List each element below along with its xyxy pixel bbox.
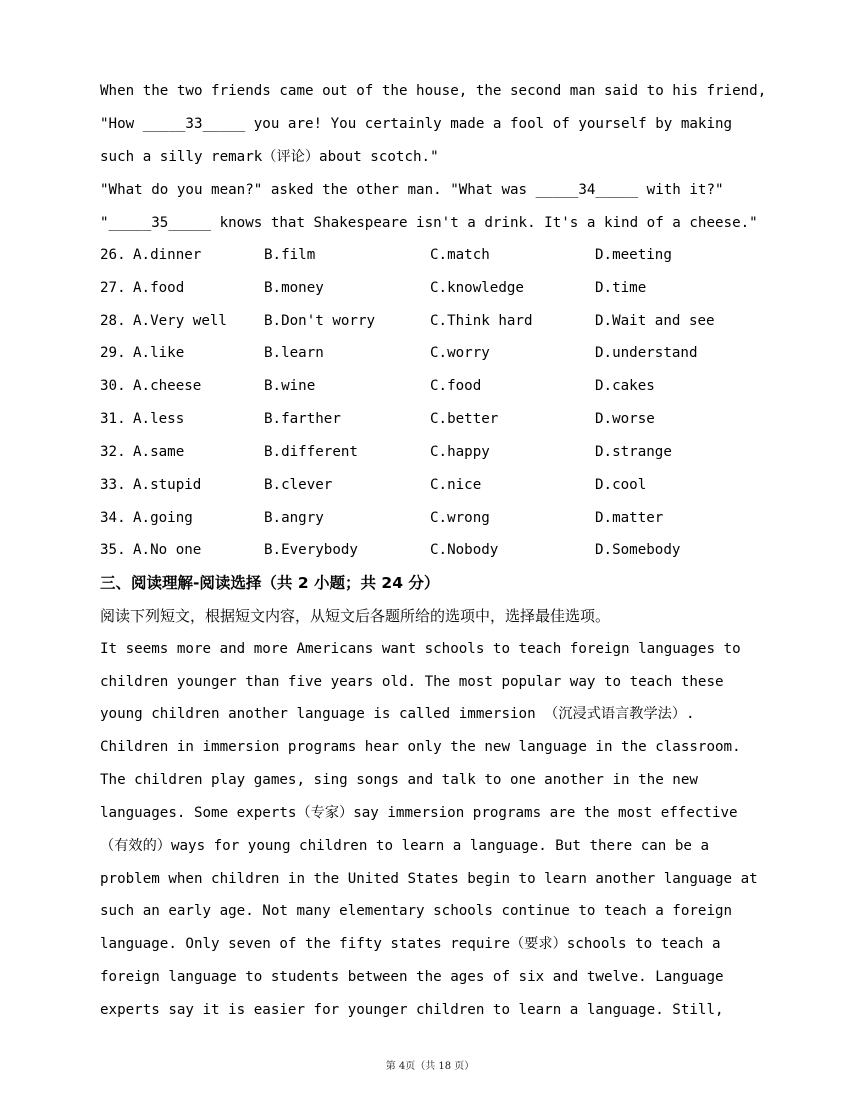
story-line: "How _____33_____ you are! You certainly made a fool of yourself by making: [100, 116, 733, 132]
question-number: 33.: [100, 477, 126, 493]
option-c: C.nice: [430, 477, 482, 493]
option-b: B.wine: [264, 378, 316, 394]
option-a: A.cheese: [133, 378, 202, 394]
passage-line: experts say it is easier for younger children to learn a language. Still,: [100, 1002, 724, 1018]
option-c: C.food: [430, 378, 482, 394]
passage-line: children younger than five years old. The most popular way to teach these: [100, 674, 724, 690]
option-row: [100, 343, 780, 363]
question-number: 26.: [100, 247, 126, 263]
option-b: B.farther: [264, 411, 341, 427]
option-b: B.Everybody: [264, 542, 358, 558]
option-d: D.worse: [595, 411, 655, 427]
option-row: [100, 245, 780, 265]
question-number: 34.: [100, 510, 126, 526]
option-d: D.cakes: [595, 378, 655, 394]
story-line: When the two friends came out of the house, the second man said to his friend,: [100, 83, 767, 99]
option-d: D.Somebody: [595, 542, 681, 558]
option-b: B.learn: [264, 345, 324, 361]
option-d: D.strange: [595, 444, 672, 460]
option-d: D.meeting: [595, 247, 672, 263]
question-number: 30.: [100, 378, 126, 394]
instruction-text: 阅读下列短文，根据短文内容，从短文后各题所给的选项中，选择最佳选项。: [100, 607, 611, 625]
story-line: "What do you mean?" asked the other man. "What was _____34_____ with it?": [100, 182, 724, 198]
question-number: 28.: [100, 313, 126, 329]
option-row: [100, 475, 780, 495]
question-number: 31.: [100, 411, 126, 427]
option-a: A.going: [133, 510, 193, 526]
option-b: B.angry: [264, 510, 324, 526]
passage-line: （有效的）ways for young children to learn a language. But there can be a: [100, 838, 710, 854]
option-b: B.Don't worry: [264, 313, 376, 329]
question-number: 27.: [100, 280, 126, 296]
option-a: A.same: [133, 444, 185, 460]
option-row: [100, 540, 780, 560]
option-d: D.time: [595, 280, 647, 296]
story-line: such a silly remark（评论）about scotch.": [100, 149, 439, 165]
question-number: 35.: [100, 542, 126, 558]
passage-line: foreign language to students between the ages of six and twelve. Language: [100, 969, 724, 985]
option-a: A.Very well: [133, 313, 227, 329]
page-footer: 第 4页（共 18 页）: [385, 1061, 475, 1072]
option-c: C.match: [430, 247, 490, 263]
option-a: A.less: [133, 411, 185, 427]
option-b: B.film: [264, 247, 316, 263]
option-d: D.matter: [595, 510, 664, 526]
option-c: C.happy: [430, 444, 490, 460]
passage-line: The children play games, sing songs and talk to one another in the new: [100, 772, 698, 788]
question-number: 29.: [100, 345, 126, 361]
option-row: [100, 508, 780, 528]
option-c: C.wrong: [430, 510, 490, 526]
option-c: C.Think hard: [430, 313, 533, 329]
option-c: C.Nobody: [430, 542, 499, 558]
option-d: D.understand: [595, 345, 698, 361]
story-line: "_____35_____ knows that Shakespeare isn't a drink. It's a kind of a cheese.": [100, 215, 758, 231]
question-number: 32.: [100, 444, 126, 460]
option-a: A.No one: [133, 542, 202, 558]
option-d: D.Wait and see: [595, 313, 715, 329]
passage-line: young children another language is called immersion （沉浸式语言教学法）.: [100, 706, 695, 722]
passage-line: language. Only seven of the fifty states require（要求）schools to teach a: [100, 936, 721, 952]
option-a: A.like: [133, 345, 185, 361]
option-row: [100, 278, 780, 298]
option-d: D.cool: [595, 477, 647, 493]
option-a: A.stupid: [133, 477, 202, 493]
option-c: C.worry: [430, 345, 490, 361]
passage-line: problem when children in the United States begin to learn another language at: [100, 871, 758, 887]
option-a: A.food: [133, 280, 185, 296]
option-b: B.different: [264, 444, 358, 460]
passage-line: languages. Some experts（专家）say immersion programs are the most effective: [100, 805, 738, 821]
option-b: B.money: [264, 280, 324, 296]
option-c: C.knowledge: [430, 280, 524, 296]
option-row: [100, 376, 780, 396]
option-row: [100, 311, 780, 331]
option-row: [100, 442, 780, 462]
passage-line: Children in immersion programs hear only the new language in the classroom.: [100, 739, 741, 755]
option-a: A.dinner: [133, 247, 202, 263]
option-c: C.better: [430, 411, 499, 427]
option-b: B.clever: [264, 477, 333, 493]
passage-line: It seems more and more Americans want schools to teach foreign languages to: [100, 641, 741, 657]
section-heading: 三、阅读理解-阅读选择（共 2 小题；共 24 分）: [100, 574, 440, 592]
option-row: [100, 409, 780, 429]
passage-line: such an early age. Not many elementary schools continue to teach a foreign: [100, 903, 733, 919]
